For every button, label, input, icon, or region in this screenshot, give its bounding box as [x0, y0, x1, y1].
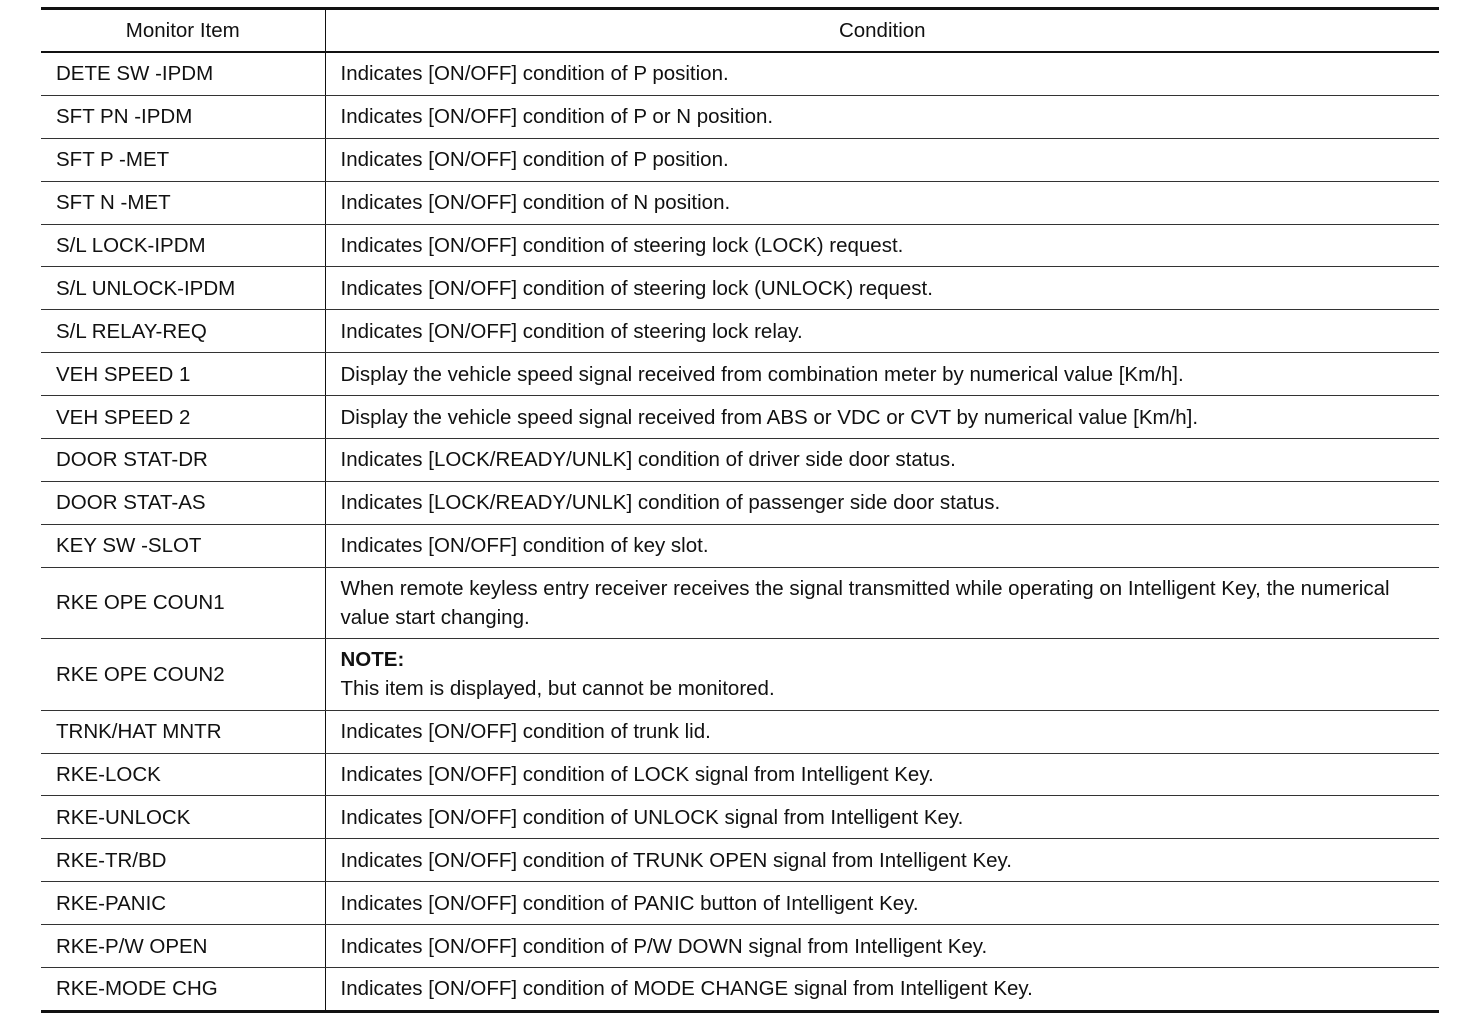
table-row: [41, 753, 1439, 796]
condition-cell: Indicates [ON/OFF] condition of TRUNK OPEN signal from Intelligent Key.: [325, 839, 1439, 882]
table-body: [41, 52, 1439, 1011]
table-row: [41, 882, 1439, 925]
header-row: [41, 9, 1439, 53]
condition-cell: Indicates [ON/OFF] condition of trunk lid.: [325, 710, 1439, 753]
table-row: [41, 710, 1439, 753]
table-row: [41, 52, 1439, 95]
monitor-item-cell: RKE OPE COUN2: [41, 639, 325, 711]
monitor-item-cell: KEY SW -SLOT: [41, 524, 325, 567]
monitor-item-cell: S/L LOCK-IPDM: [41, 224, 325, 267]
table-row: [41, 925, 1439, 968]
table-row: [41, 524, 1439, 567]
monitor-item-cell: DOOR STAT-DR: [41, 439, 325, 482]
table-row: [41, 481, 1439, 524]
table-row: [41, 267, 1439, 310]
condition-cell: Indicates [ON/OFF] condition of MODE CHANGE signal from Intelligent Key.: [325, 968, 1439, 1012]
table-row: [41, 353, 1439, 396]
monitor-item-cell: SFT N -MET: [41, 181, 325, 224]
condition-cell: When remote keyless entry receiver receives the signal transmitted while operating on Intelligent Key, the numerical value start changing.: [325, 567, 1439, 639]
monitor-item-table-sheet: [41, 7, 1439, 1013]
monitor-item-cell: S/L RELAY-REQ: [41, 310, 325, 353]
table-row: [41, 839, 1439, 882]
condition-cell: Display the vehicle speed signal received from ABS or VDC or CVT by numerical value [Km/h].: [325, 396, 1439, 439]
condition-cell: Indicates [ON/OFF] condition of P/W DOWN signal from Intelligent Key.: [325, 925, 1439, 968]
condition-cell: Indicates [ON/OFF] condition of key slot.: [325, 524, 1439, 567]
monitor-item-table: [41, 7, 1439, 1013]
table-row: [41, 95, 1439, 138]
monitor-item-cell: RKE-LOCK: [41, 753, 325, 796]
condition-cell: Indicates [ON/OFF] condition of steering lock (UNLOCK) request.: [325, 267, 1439, 310]
monitor-item-cell: SFT P -MET: [41, 138, 325, 181]
monitor-item-cell: RKE-MODE CHG: [41, 968, 325, 1012]
condition-cell: Display the vehicle speed signal received from combination meter by numerical value [Km/h].: [325, 353, 1439, 396]
note-label: NOTE:: [340, 648, 405, 672]
condition-cell: Indicates [ON/OFF] condition of PANIC button of Intelligent Key.: [325, 882, 1439, 925]
table-row: [41, 639, 1439, 711]
table-row: [41, 567, 1439, 639]
condition-cell: Indicates [ON/OFF] condition of P or N position.: [325, 95, 1439, 138]
monitor-item-cell: DOOR STAT-AS: [41, 481, 325, 524]
table-row: [41, 396, 1439, 439]
condition-cell: Indicates [ON/OFF] condition of N position.: [325, 181, 1439, 224]
condition-cell: Indicates [ON/OFF] condition of LOCK signal from Intelligent Key.: [325, 753, 1439, 796]
monitor-item-cell: S/L UNLOCK-IPDM: [41, 267, 325, 310]
monitor-item-cell: RKE-PANIC: [41, 882, 325, 925]
table-header: [41, 9, 1439, 53]
monitor-item-cell: SFT PN -IPDM: [41, 95, 325, 138]
monitor-item-cell: RKE-UNLOCK: [41, 796, 325, 839]
condition-cell: Indicates [ON/OFF] condition of P position.: [325, 138, 1439, 181]
condition-cell: Indicates [ON/OFF] condition of steering lock relay.: [325, 310, 1439, 353]
monitor-item-cell: TRNK/HAT MNTR: [41, 710, 325, 753]
note-text: This item is displayed, but cannot be monitored.: [340, 677, 775, 701]
monitor-item-cell: RKE OPE COUN1: [41, 567, 325, 639]
table-row: [41, 181, 1439, 224]
table-row: [41, 138, 1439, 181]
condition-cell: Indicates [ON/OFF] condition of P position.: [325, 52, 1439, 95]
monitor-item-cell: RKE-P/W OPEN: [41, 925, 325, 968]
table-row: [41, 439, 1439, 482]
monitor-item-cell: VEH SPEED 1: [41, 353, 325, 396]
condition-cell: Indicates [ON/OFF] condition of UNLOCK signal from Intelligent Key.: [325, 796, 1439, 839]
monitor-item-cell: RKE-TR/BD: [41, 839, 325, 882]
table-row: [41, 310, 1439, 353]
header-condition: Condition: [325, 9, 1439, 53]
table-row: [41, 968, 1439, 1012]
table-row: [41, 224, 1439, 267]
monitor-item-cell: VEH SPEED 2: [41, 396, 325, 439]
condition-cell: Indicates [LOCK/READY/UNLK] condition of passenger side door status.: [325, 481, 1439, 524]
condition-cell: Indicates [ON/OFF] condition of steering lock (LOCK) request.: [325, 224, 1439, 267]
condition-cell: Indicates [LOCK/READY/UNLK] condition of driver side door status.: [325, 439, 1439, 482]
condition-cell: [325, 639, 1439, 711]
header-monitor-item: Monitor Item: [41, 9, 325, 53]
table-row: [41, 796, 1439, 839]
monitor-item-cell: DETE SW -IPDM: [41, 52, 325, 95]
